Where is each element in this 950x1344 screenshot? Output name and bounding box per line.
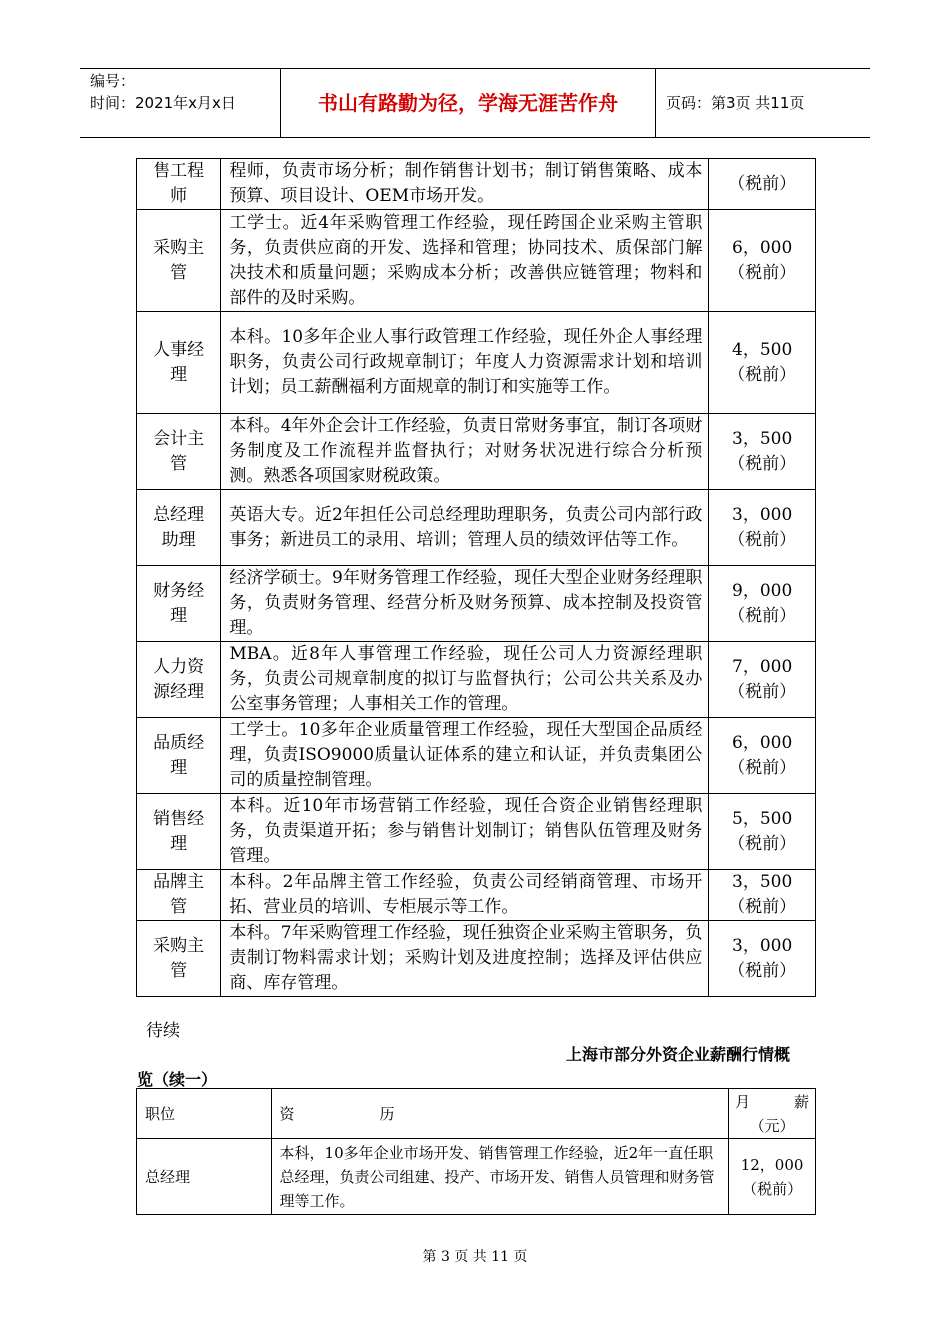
salary-note: （税前） xyxy=(728,262,797,283)
salary-amount: 7，000 xyxy=(732,656,793,677)
page-footer: 第 3 页 共 11 页 xyxy=(422,1249,528,1265)
position-label: 销售经理 xyxy=(153,808,205,854)
table-row xyxy=(137,794,816,870)
table-row xyxy=(137,1139,816,1215)
salary-header-a: 月 xyxy=(735,1092,751,1111)
salary-amount: 4，500 xyxy=(732,339,793,360)
salary-note: （税前） xyxy=(728,453,797,474)
header-motto: 书山有路勤为径，学海无涯苦作舟 xyxy=(280,69,656,137)
row-position xyxy=(137,566,221,642)
position-label: 售工程师 xyxy=(153,161,205,206)
document-header xyxy=(80,68,870,138)
row-salary xyxy=(709,718,816,794)
position-label: 总经理助理 xyxy=(153,504,205,550)
row-desc: 本科。近10年市场营销工作经验，现任合资企业销售经理职务，负责渠道开拓；参与销售计划制订；销售队伍管理及财务管理。 xyxy=(221,794,709,870)
salary-note: （税前） xyxy=(728,681,797,702)
resume-header-b: 历 xyxy=(379,1104,395,1123)
header-page-info: 页码：第3页 共11页 xyxy=(666,94,805,112)
row-salary xyxy=(729,1139,816,1215)
continued-table xyxy=(136,1088,816,1215)
salary-note: （税前） xyxy=(728,173,797,194)
col-resume-header xyxy=(271,1089,729,1139)
row-desc: 本科。7年采购管理工作经验，现任独资企业采购主管职务，负责制订物料需求计划；采购计划及进度控制；选择及评估供应商、库存管理。 xyxy=(221,921,709,997)
col-salary-header xyxy=(729,1089,816,1139)
salary-note: （税前） xyxy=(742,1179,803,1198)
table-row xyxy=(137,921,816,997)
resume-header-a: 资 xyxy=(279,1104,295,1123)
salary-amount: 6，000 xyxy=(732,732,793,753)
header-meta xyxy=(80,69,280,137)
salary-header-b: 薪 xyxy=(793,1092,809,1111)
salary-amount: 3，000 xyxy=(732,935,793,956)
salary-note: （税前） xyxy=(728,960,797,981)
to-be-continued: 待续 xyxy=(146,1021,180,1041)
row-salary xyxy=(709,642,816,718)
row-position xyxy=(137,794,221,870)
table-row xyxy=(137,490,816,566)
salary-amount: 5，500 xyxy=(732,808,793,829)
salary-note: （税前） xyxy=(728,529,797,550)
salary-amount: 3，500 xyxy=(732,872,793,892)
position-label: 人事经理 xyxy=(153,339,205,385)
row-salary xyxy=(709,490,816,566)
position-label: 人力资源经理 xyxy=(153,656,205,702)
salary-header-unit: （元） xyxy=(749,1116,795,1135)
row-salary xyxy=(709,159,816,210)
row-position xyxy=(137,159,221,210)
salary-note: （税前） xyxy=(728,757,797,778)
row-position xyxy=(137,210,221,312)
salary-amount: 6，000 xyxy=(732,237,793,258)
salary-table xyxy=(136,158,816,997)
row-position xyxy=(137,642,221,718)
table-row xyxy=(137,566,816,642)
row-desc: 程师，负责市场分析；制作销售计划书；制订销售策略、成本预算、项目设计、OEM市场开发。 xyxy=(221,159,709,210)
row-desc: 工学士。近4年采购管理工作经验，现任跨国企业采购主管职务，负责供应商的开发、选择和管理；协同技术、质保部门解决技术和质量问题；采购成本分析；改善供应链管理；物料和部件的及时采购。 xyxy=(221,210,709,312)
position-label: 采购主管 xyxy=(153,237,205,283)
row-desc: 本科。4年外企会计工作经验，负责日常财务事宜，制订各项财务制度及工作流程并监督执行；对财务状况进行综合分析预测。熟悉各项国家财税政策。 xyxy=(221,414,709,490)
table-row xyxy=(137,642,816,718)
row-desc: 本科，10多年企业市场开发、销售管理工作经验，近2年一直任职总经理，负责公司组建、投产、市场开发、销售人员管理和财务管理等工作。 xyxy=(271,1139,729,1215)
table-row xyxy=(137,210,816,312)
row-desc: 本科。2年品牌主管工作经验，负责公司经销商管理、市场开拓、营业员的培训、专柜展示等工作。 xyxy=(221,870,709,921)
continued-header-row xyxy=(137,1089,816,1139)
row-desc: 英语大专。近2年担任公司总经理助理职务，负责公司内部行政事务；新进员工的录用、培训；管理人员的绩效评估等工作。 xyxy=(221,490,709,566)
continued-title-line1: 上海市部分外资企业薪酬行情概 xyxy=(566,1045,791,1064)
row-salary xyxy=(709,210,816,312)
col-position-header: 职位 xyxy=(137,1089,272,1139)
row-position xyxy=(137,414,221,490)
salary-amount: 3，500 xyxy=(732,428,793,449)
table-row xyxy=(137,312,816,414)
row-salary xyxy=(709,312,816,414)
table-row xyxy=(137,414,816,490)
salary-amount: 9，000 xyxy=(732,580,793,601)
position-label: 会计主管 xyxy=(153,428,205,474)
salary-amount: 12，000 xyxy=(740,1155,804,1174)
salary-note: （税前） xyxy=(728,833,797,854)
table-row xyxy=(137,718,816,794)
position-label: 品质经理 xyxy=(153,732,205,778)
row-position xyxy=(137,870,221,921)
salary-note: （税前） xyxy=(728,605,797,626)
row-position xyxy=(137,718,221,794)
row-salary xyxy=(709,870,816,921)
salary-note: （税前） xyxy=(728,364,797,385)
position-label: 财务经理 xyxy=(153,580,205,626)
continued-title-line2: 览（续一） xyxy=(137,1070,218,1089)
row-desc: MBA。近8年人事管理工作经验，现任公司人力资源经理职务，负责公司规章制度的拟订与监督执行；公司公共关系及办公室事务管理；人事相关工作的管理。 xyxy=(221,642,709,718)
table-row xyxy=(137,870,816,921)
row-desc: 本科。10多年企业人事行政管理工作经验，现任外企人事经理职务，负责公司行政规章制订；年度人力资源需求计划和培训计划；员工薪酬福利方面规章的制订和实施等工作。 xyxy=(221,312,709,414)
salary-note: （税前） xyxy=(728,897,797,917)
row-salary xyxy=(709,921,816,997)
row-position: 总经理 xyxy=(137,1139,272,1215)
row-desc: 工学士。10多年企业质量管理工作经验，现任大型国企品质经理，负责ISO9000质量认证体系的建立和认证，并负责集团公司的质量控制管理。 xyxy=(221,718,709,794)
row-salary xyxy=(709,414,816,490)
row-position xyxy=(137,921,221,997)
row-position xyxy=(137,490,221,566)
position-label: 采购主管 xyxy=(153,935,205,981)
position-label: 品牌主管 xyxy=(153,872,205,917)
row-salary xyxy=(709,794,816,870)
row-salary xyxy=(709,566,816,642)
salary-amount: 3，000 xyxy=(732,504,793,525)
row-desc: 经济学硕士。9年财务管理工作经验，现任大型企业财务经理职务，负责财务管理、经营分析及财务预算、成本控制及投资管理。 xyxy=(221,566,709,642)
number-label: 编号： xyxy=(90,72,136,90)
row-position xyxy=(137,312,221,414)
time-label: 时间：2021年x月x日 xyxy=(90,94,236,112)
table-row xyxy=(137,159,816,210)
